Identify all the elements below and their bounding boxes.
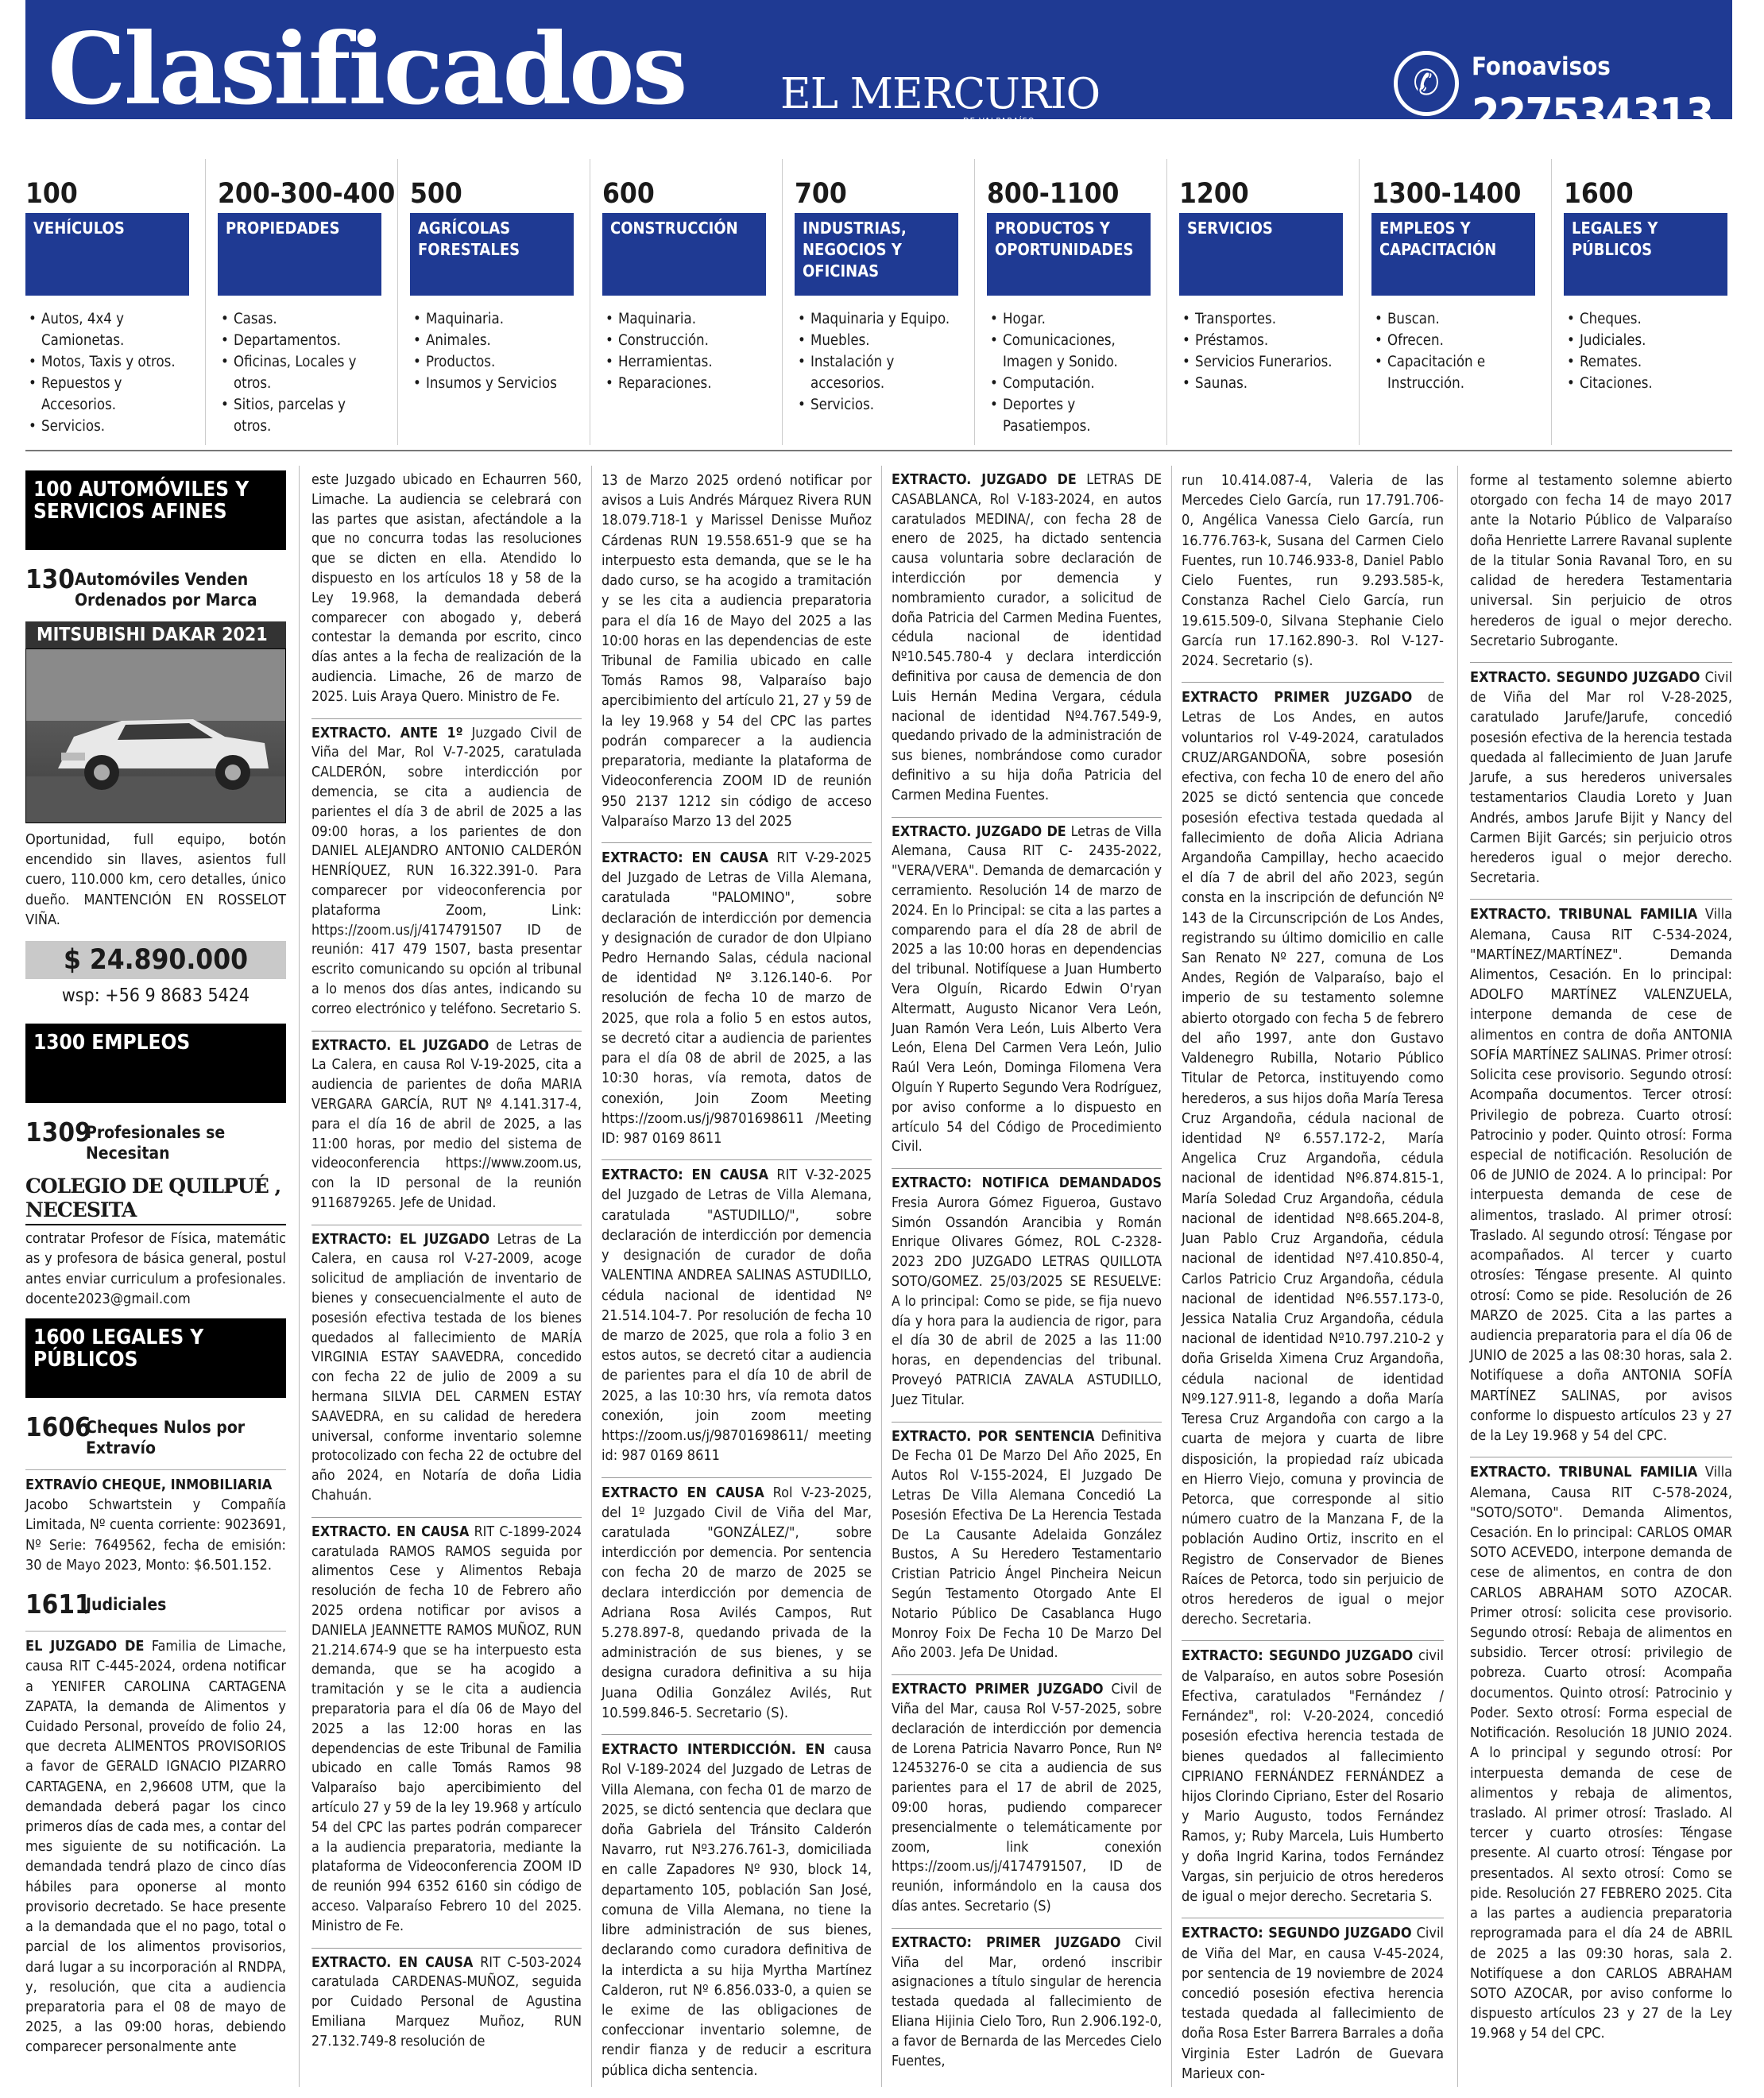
notice-title: EXTRACTO EN CAUSA: [602, 1484, 764, 1501]
subsection-number: 1309: [25, 1117, 91, 1148]
category-title: SERVICIOS: [1179, 213, 1343, 296]
category-item: • Repuestos y Accesorios.: [29, 373, 189, 416]
category-title: INDUSTRIAS, NEGOCIOS Y OFICINAS: [795, 213, 958, 296]
newspaper-name: EL MERCURIO: [780, 70, 1101, 118]
notice-body: LETRAS DE CASABLANCA, Rol V-183-2024, en autos caratulados MEDINA/, con fecha 28 de enero de 2025, ha dictado sentencia causa voluntaria sobre declaración de interdicción por demencia y nombramiento curador, a solicitud de doña Patricia del Carmen Medina Fuentes, cédula nacional de identidad Nº10.545.780-4 y declara interdicción definitiva por causa de demencia de don Luis Hernán Medina Vergara, cédula nacional de identidad Nº4.767.549-9, quedando privado de la administración de sus bienes, nombrándose como curador definitivo a su hija doña Patricia del Carmen Medina Fuentes.: [892, 472, 1162, 803]
notice-text: [25, 1631, 286, 2057]
section-header-1600: 1600 LEGALES Y PÚBLICOS: [25, 1318, 286, 1398]
category-divider: [782, 159, 783, 445]
notice-title: EXTRACTO: EN CAUSA: [602, 849, 769, 866]
category-item: • Servicios.: [29, 416, 189, 437]
category-title: VEHÍCULOS: [25, 213, 189, 296]
divider: [25, 450, 1732, 451]
notice-title: EXTRACTO. TRIBUNAL FAMILIA: [1470, 1464, 1698, 1481]
notice: [1182, 682, 1444, 1629]
subsection-130: [25, 564, 286, 610]
category-title: EMPLEOS Y CAPACITACIÓN: [1371, 213, 1535, 296]
notice-body: 13 de Marzo 2025 ordenó notificar por avisos a Luis Andrés Márquez Rivera RUN 18.079.718-1 y Marissel Denisse Muñoz Cárdenas RUN 19.558.651-9 que se ha interpuesto esta demanda, que se le ha dado curso, se ha acogido a tramitación y se les cita a audiencia preparatoria para el día 16 de Mayo del 2025 a las 10:00 horas en las dependencias de este Tribunal de Familia ubicado en calle Tomás Ramos 98, Valparaíso bajo apercibimiento del artículo 21, 27 y 59 de la ley 19.968 y 54 del CPC las partes podrán comparecer a la audiencia preparatoria, mediante la plataforma de Videoconferencia ZOOM ID de reunión 950 2137 1212 sin código de acceso Valparaíso Marzo 13 del 2025: [602, 472, 872, 830]
category-item: • Animales.: [413, 330, 574, 351]
notice-body: Definitiva De Fecha 01 De Marzo Del Año 2025, En Autos Rol V-155-2024, El Juzgado De Letras De Villa Alemana Concedió La Posesión Efectiva De La Herencia Testada De La Causante Adelaida González Bustos, A Su Heredero Testamentario Cristian Patricio Ángel Pincheira Neicun Según Testamento Otorgado Ante El Notario Público De Casablanca Hugo Monroy Foix De Fecha 10 De Marzo Del Año 2003. Jefa De Unidad.: [892, 1428, 1162, 1662]
section-header-1300: 1300 EMPLEOS: [25, 1024, 286, 1103]
category-number: 1600: [1564, 178, 1634, 210]
notice: [892, 817, 1162, 1158]
notice: [1470, 662, 1732, 888]
subsection-number: 130: [25, 563, 75, 594]
subsection-1606: [25, 1412, 286, 1458]
subsection-number: 1606: [25, 1411, 91, 1442]
notice-body: Letras de La Calera, en causa rol V-27-2009, acoge solicitud de ampliación de inventario de bienes y consecuencialmente el auto de posesión efectiva testada de los bienes quedados al fallecimiento de MARÍA VIRGINIA ESTAY SAAVEDRA, concedido con fecha 22 de julio de 2009 a su hermana SILVIA DEL CARMEN ESTAY SAAVEDRA, en su calidad de heredera universal, conforme inventario solemne protocolizado con fecha 22 de octubre del año 2024, en Notaría de doña Lidia Chahuán.: [311, 1231, 582, 1504]
category-item: • Motos, Taxis y otros.: [29, 351, 189, 373]
notice: [602, 842, 872, 1148]
ad-heading: COLEGIO DE QUILPUÉ , NECESITA: [25, 1175, 286, 1225]
category-item: • Reparaciones.: [605, 373, 766, 394]
notices-column-4: [892, 470, 1162, 2071]
notice-title: EXTRACTO. POR SENTENCIA: [892, 1428, 1095, 1445]
notice-title: EXTRACTO PRIMER JUZGADO: [1182, 689, 1413, 706]
notice: [892, 470, 1162, 806]
subsection-1611: [25, 1589, 286, 1620]
category-number: 100: [25, 178, 78, 210]
phone-icon: ✆: [1394, 51, 1459, 116]
notice-body: RIT C-1899-2024 caratulada RAMOS RAMOS seguida por alimentos Cese y Alimentos Rebaja resolución de fecha 10 de Febrero año 2025 ordena notificar por avisos a DANIELA JEANNETTE RAMOS MUÑOZ, RUN 21.214.674-9 que se ha interpuesto esta demanda, que se ha acogido a tramitación y se le cita a audiencia preparatoria para el día 06 de Mayo del 2025 a las 12:00 horas en las dependencias de este Tribunal de Familia ubicado en calle Tomás Ramos 98 Valparaíso bajo apercibimiento del artículo 27 y 59 de la ley 19.968 y artículo 54 del CPC las partes podrán comparecer a la audiencia preparatoria, mediante la plataforma de Videoconferencia ZOOM ID de reunión 994 6352 6160 sin código de acceso. Valparaíso Febrero 10 del 2025. Ministro de Fe.: [311, 1523, 582, 1934]
notice-body: Civil Viña del Mar, ordenó inscribir asignaciones a título singular de herencia testada quedada al fallecimiento de Eliana Hijinia Cielo Toro, Run 2.906.192-0, a favor de Bernarda de las Mercedes Cielo Fuentes,: [892, 1934, 1162, 2069]
category-items: [795, 308, 958, 416]
notice: [892, 1928, 1162, 2072]
category-item: • Casas.: [221, 308, 381, 330]
category-item: • Muebles.: [798, 330, 958, 351]
category-items: [218, 308, 381, 437]
category-item: • Transportes.: [1182, 308, 1343, 330]
category-title: CONSTRUCCIÓN: [602, 213, 766, 296]
notice: [602, 1477, 872, 1724]
category-items: [410, 308, 574, 394]
category-title: PRODUCTOS Y OPORTUNIDADES: [987, 213, 1151, 296]
category-item: • Departamentos.: [221, 330, 381, 351]
category-items: [602, 308, 766, 394]
category-number: 800-1100: [987, 178, 1120, 210]
notice: [1182, 1918, 1444, 2084]
notice-body: Civil de Viña del Mar rol V-28-2025, caratulado Jarufe/Jarufe, concedió posesión efectiva de la herencia testada quedada al fallecimiento de Juan Jarufe Jarufe, a sus herederos universales testamentarios Claudia Loreto y Juan Andrés, ambos Jarufe Bijit y Nancy del Carmen Bijit Garcés; sin perjuicio otros herederos igual o mejor derecho. Secretaria.: [1470, 668, 1732, 887]
category-item: • Comunicaciones, Imagen y Sonido.: [990, 330, 1151, 373]
notices-column-6: [1470, 470, 1732, 2044]
sidebar-column: [25, 470, 286, 2057]
category-item: • Servicios Funerarios.: [1182, 351, 1343, 373]
category-item: • Insumos y Servicios: [413, 373, 574, 394]
ad-title: MITSUBISHI DAKAR 2021: [25, 621, 286, 648]
notice-body: de Letras de La Calera, en causa Rol V-19-2025, cita a audiencia de parientes de doña MARIA VERGARA GARCÍA, RUT Nº 4.141.317-4, para el día 16 de abril de 2025, a las 11:00 horas, por medio del sistema de videoconferencia https://www.zoom.us, con la ID personal de la reunión 9116879265. Jefe de Unidad.: [311, 1037, 582, 1211]
notice: [1470, 899, 1732, 1446]
notice-body: Civil de Viña del Mar, causa Rol V-57-2025, sobre declaración de interdicción por demencia de Lorena Patricia Navarro Ponce, Run Nº 12453276-0 se cita a audiencia de sus parientes para el 17 de abril de 2025, 09:00 horas, pudiendo comparecer presencialmente o telemáticamente por zoom, link conexión https://zoom.us/j/4174791507, ID de reunión, informándolo en la causa dos días antes. Secretario (S): [892, 1682, 1162, 1914]
notice-body: Familia de Limache, causa RIT C-445-2024, ordena notificar a YENIFER CAROLINA CARTAGENA ZAPATA, la demanda de Alimentos y Cuidado Personal, proveído de folio 24, que decreta ALIMENTOS PROVISORIOS a favor de GERALD IGNACIO PIZARRO CARTAGENA, en 2,96608 UTM, que la demandada deberá pagar los cinco primeros días de cada mes, a contar del mes siguiente de su notificación. La demandada tendrá plazo de cinco días hábiles para oponerse al monto provisorio decretado. Se hace presente a la demandada que el no pago, total o parcial de los alimentos provisorios, dará lugar a su incorporación al RNDPA, y, resolución, que cita a audiencia preparatoria para el 08 de mayo de 2025, a las 09:00 horas, debiendo comparecer personalmente ante: [25, 1638, 286, 2056]
category-100: [25, 178, 189, 437]
section-logo: Clasificados: [48, 12, 686, 127]
notice: [311, 470, 582, 707]
subsection-title: Cheques Nulos por Extravío: [86, 1417, 246, 1457]
ad-whatsapp: wsp: +56 9 8683 5424: [61, 985, 250, 1007]
category-title: AGRÍCOLAS FORESTALES: [410, 213, 574, 296]
notice-title: EXTRACTO. JUZGADO DE: [892, 472, 1077, 488]
category-800-1100: [987, 178, 1151, 437]
category-item: • Saunas.: [1182, 373, 1343, 394]
category-divider: [397, 159, 398, 445]
category-item: • Productos.: [413, 351, 574, 373]
notice-title: EXTRACTO PRIMER JUZGADO: [892, 1682, 1104, 1698]
category-number: 1200: [1179, 178, 1249, 210]
category-item: • Deportes y Pasatiempos.: [990, 394, 1151, 437]
category-item: • Construcción.: [605, 330, 766, 351]
notice: [892, 1422, 1162, 1664]
subsection-title: Automóviles Venden Ordenados por Marca: [74, 570, 257, 610]
category-item: • Citaciones.: [1567, 373, 1727, 394]
category-number: 500: [410, 178, 462, 210]
notice-title: EXTRACTO. SEGUNDO JUZGADO: [1470, 668, 1700, 686]
notice-body: causa Rol V-189-2024 del Juzgado de Letras de Villa Alemana, con fecha 01 de marzo de 2025, se dictó sentencia que declara que doña Gabriela del Tránsito Calderón Navarro, rut Nº3.276.761-3, domiciliada en calle Zapadores Nº 930, block 14, departamento 105, población San José, comuna de Villa Alemana, no tiene la libre administración de sus bienes, declarando como curadora definitiva de la interdicta a su hija Myrtha Martínez Calderon, rut Nº 6.856.033-0, a quien se le exime de las obligaciones de confeccionar inventario solemne, de rendir fianza y de reducir a escritura pública dicha sentencia.: [602, 1741, 872, 2079]
category-items: [987, 308, 1151, 437]
newspaper-subtitle: DE VALPARAÍSO: [963, 116, 1035, 126]
category-title: PROPIEDADES: [218, 213, 381, 296]
category-number: 200-300-400: [218, 178, 396, 210]
category-items: [1564, 308, 1727, 394]
subsection-title: Profesionales se Necesitan: [86, 1123, 226, 1163]
notice-title: EXTRACTO. JUZGADO DE: [892, 823, 1066, 840]
notice-body: de Letras de Los Andes, en autos voluntarios rol V-49-2024, caratulados CRUZ/ARGANDOÑA, sobre posesión efectiva, con fecha 10 de enero del año 2025 se dictó sentencia que concede posesión efectiva testada quedada al fallecimiento de doña Alicia Adriana Argandoña Campillay, hecho acaecido el día 7 de abril del año 2023, según consta en la inscripción de defunción Nº 143 de la Circunscripción de Los Andes, registrando su último domicilio en calle San Renato Nº 227, comuna de Los Andes, Región de Valparaíso, bajo el imperio de su testamento solemne abierto otorgado con fecha 5 de febrero del año 1997, ante don Gustavo Valdenegro Rubilla, Notario Público Titular de Petorca, instituyendo como herederos, a sus hijos doña María Teresa Cruz Argandoña, cédula nacional de identidad Nº 6.557.172-2, María Angelica Cruz Argandoña, cédula nacional de identidad Nº6.874.815-1, María Soledad Cruz Argandoña, cédula nacional de identidad Nº8.665.204-8, Juan Pablo Cruz Argandoña, cédula nacional de identidad Nº7.410.850-4, Carlos Patricio Cruz Argandoña, cédula nacional de identidad Nº6.557.173-0, Jessica Natalia Cruz Argandoña, cédula nacional de identidad Nº10.797.210-2 y doña Griselda Ximena Cruz Argandoña, cédula nacional de identidad Nº9.127.911-8, legando a doña María Teresa Cruz Argandoña con cargo a la cuarta de mejora y cuarta de libre disposición, la propiedad raíz ubicada en Hierro Viejo, comuna y provincia de Petorca, que corresponde al sitio número cuatro de la Manzana F, de la población Audino Ortiz, inscrito en el Registro de Conservador de Bienes Raíces de Petorca, todo sin perjuicio de otros herederos de igual o mejor derecho. Secretaria.: [1182, 689, 1444, 1628]
column-divider: [1171, 466, 1172, 2087]
notice-title: EXTRACTO: SEGUNDO JUZGADO: [1182, 1647, 1414, 1665]
category-divider: [1551, 159, 1552, 445]
category-item: • Maquinaria.: [413, 308, 574, 330]
notice-body: Civil de Viña del Mar, en causa V-45-2024, por sentencia de 19 noviembre de 2024 concedió posesión efectiva herencia testada quedada al fallecimiento de doña Rosa Ester Barrera Barrales a doña Virginia Ester Ladrón de Guevara Marieux con-: [1182, 1925, 1444, 2082]
notice-title: EXTRACTO. EN CAUSA: [311, 1523, 470, 1540]
fonoavisos-number: 227534313: [1472, 89, 1713, 141]
notice: [311, 718, 582, 1020]
category-item: • Sitios, parcelas y otros.: [221, 394, 381, 437]
notice-body: civil de Valparaíso, en autos sobre Posesión Efectiva, caratulados "Fernández / Fernández", rol: V-20-2024, concedió posesión efectiva herencia testada de bienes quedados al fallecimiento CIPRIANO FERNÁNDEZ FERNÁNDEZ a hijos Clorindo Cipriano, Ester del Rosario y Mario Augusto, todos Fernández Ramos, y; Ruby Marcela, Luis Humberto y doña Ingrid Karina, todos Fernández Vargas, sin perjuicio de otros herederos de igual o mejor derecho. Secretaria S.: [1182, 1647, 1444, 1906]
notices-column-2: [311, 470, 582, 2052]
category-number: 1300-1400: [1371, 178, 1522, 210]
notice-body: forme al testamento solemne abierto otorgado con fecha 14 de mayo 2017 ante la Notario Público de Valparaíso doña Henriette Larrere Ravanal suplente de la titular Sonia Ravanal Toro, en su calidad de heredera Testamentaria universal. Sin perjuicio de otros herederos de igual o mejor derecho. Secretario Subrogante.: [1470, 472, 1732, 649]
notice-body: Fresia Aurora Gómez Figueroa, Gustavo Simón Ossandón Arancibia y Román Enrique Olivares Gómez, ROL C-2328-2023 2DO JUZGADO LETRAS QUILLOTA SOTO/GOMEZ. 25/03/2025 SE RESUELVE: A lo principal: Como se pide, se fija nuevo día y hora para la audiencia de rigor, para el día 30 de abril de 2025 a las 11:00 horas, en dependencias del tribunal. Proveyó PATRICIA ZAVALA ASTUDILLO, Juez Titular.: [892, 1194, 1162, 1408]
category-number: 600: [602, 178, 655, 210]
notice-body: Rol V-23-2025, del 1º Juzgado Civil de Viña del Mar, caratulada "GONZÁLEZ/", sobre interdicción por demencia. Por sentencia con fecha 20 de marzo de 2025 se declara interdicción por demencia de Adriana Rosa Avilés Campos, Rut 5.278.897-8, quedando privada de la administración de sus bienes, y se designa curadora definitiva a su hija Juana Odilia González Avilés, Rut 10.599.846-5. Secretario (S).: [602, 1484, 872, 1721]
notice-title: EXTRACTO. TRIBUNAL FAMILIA: [1470, 906, 1698, 923]
category-item: • Préstamos.: [1182, 330, 1343, 351]
category-item: • Capacitación e Instrucción.: [1375, 351, 1535, 394]
category-item: • Servicios.: [798, 394, 958, 416]
notice: [602, 470, 872, 831]
notice-title: EL JUZGADO DE: [25, 1638, 145, 1655]
category-1300-1400: [1371, 178, 1535, 394]
notice-body: este Juzgado ubicado en Echaurren 560, Limache. La audiencia se celebrará con las partes que asistan, afectándole a la que no concurra todas las resoluciones que se dicten en ella. Atendido lo dispuesto en los artículos 18 y 58 de la Ley 19.968, la demandada deberá comparecer con abogado y, deberá contestar la demanda por escrito, cinco días antes a la fecha de realización de la audiencia. Limache, 26 de marzo de 2025. Luis Araya Quero. Ministro de Fe.: [311, 472, 582, 705]
notice: [602, 1159, 872, 1465]
notice-body: Villa Alemana, Causa RIT C-534-2024, "MARTÍNEZ/MARTÍNEZ". Demanda Alimentos, Cesación. En lo principal: ADOLFO MARTÍNEZ VALENZUELA, interpone demanda de cese de alimentos en contra de doña ANTONIA SOFÍA MARTÍNEZ SALINAS. Primer otrosí: Solicita cese provisorio. Segundo otrosí: Acompaña documentos. Tercer otrosí: Privilegio de pobreza. Cuarto otrosí: Patrocinio y poder. Quinto otrosí: Forma especial de notificación. Resolución de 06 de JUNIO de 2024. A lo principal: Por interpuesta demanda de cese de alimentos, traslado. Al primer otrosí: Traslado. Al segundo otrosí: Téngase por acompañados. Al tercer y cuarto otrosíes: Téngase presente. Al quinto otrosí: Como se pide. Resolución de 26 MARZO de 2025. Cita a las partes a audiencia preparatoria para el día 06 de JUNIO de 2025 a las 08:30 horas, sala 2. Notifíquese a doña ANTONIA SOFÍA MARTÍNEZ SALINAS, por avisos conforme lo dispuesto artículos 23 y 27 de la Ley 19.968 y 54 del CPC.: [1470, 906, 1732, 1445]
category-items: [25, 308, 189, 437]
header-banner: [25, 0, 1732, 141]
category-divider: [1359, 159, 1360, 445]
notice: [311, 1225, 582, 1506]
section-header-100: 100 AUTOMÓVILES Y SERVICIOS AFINES: [25, 470, 286, 550]
category-item: • Instalación y accesorios.: [798, 351, 958, 394]
notice-title: EXTRACTO: EL JUZGADO: [311, 1231, 490, 1248]
notice-title: EXTRACTO: SEGUNDO JUZGADO: [1182, 1925, 1412, 1942]
notice: [892, 1168, 1162, 1411]
column-divider: [881, 466, 882, 2087]
category-item: • Oficinas, Locales y otros.: [221, 351, 381, 394]
category-divider: [205, 159, 206, 445]
notice: [311, 1948, 582, 2052]
subsection-1309: [25, 1117, 286, 1163]
category-divider: [974, 159, 975, 445]
notice-body: RIT V-32-2025 del Juzgado de Letras de Villa Alemana, caratulada "ASTUDILLO/", sobre declaración de interdicción por demencia y designación de curador de doña VALENTINA ANDREA SALINAS ASTUDILLO, cédula nacional de identidad Nº 21.514.104-7. Por resolución de fecha 10 de marzo de 2025, que rola a folio 3 en estos autos, se decretó citar a audiencia de parientes para el día 10 de abril de 2025, a las 10:30 hrs, vía remota datos conexión, join zoom meeting https://zoom.us/j/98701698611/ meeting id: 987 0169 8611: [602, 1167, 872, 1465]
category-item: • Cheques.: [1567, 308, 1727, 330]
notice-body: run 10.414.087-4, Valeria de las Mercedes Cielo García, run 17.791.706-0, Angélica Vanessa Cielo García, run 16.776.763-k, Susana del Carmen Cielo Fuentes, run 10.746.933-8, Daniel Pablo Cielo Fuentes, run 9.293.585-k, Constanza Rachel Cielo García, run 19.615.509-0, Silvana Stephanie Cielo García run 17.162.890-3. Rol V-127-2024. Secretario (s).: [1182, 472, 1444, 669]
notice: [602, 1734, 872, 2081]
column-divider: [591, 466, 592, 2087]
car-photo: [25, 648, 286, 823]
notice-title: EXTRACTO: PRIMER JUZGADO: [892, 1934, 1121, 1951]
notice: [1470, 470, 1732, 651]
notice-body: Villa Alemana, Causa RIT C-578-2024, "SOTO/SOTO". Demanda Alimentos, Cesación. En lo principal: CARLOS OMAR SOTO ACEVEDO, interpone demanda de cese de alimentos, en contra de don CARLOS ABRAHAM SOTO AZOCAR. Primer otrosí: solicita cese provisorio. Segundo otrosí: Rebaja de alimentos en subsidio. Tercer otrosí: privilegio de pobreza. Cuarto otrosí: Acompaña documentos. Quinto otrosí: Patrocinio y Poder. Sexto otrosí: Forma especial de Notificación. Resolución 18 JUNIO 2024. A lo principal y segundo otrosí: Por interpuesta demanda de cese de alimentos y rebaja de alimentos, traslado. Al primer otrosí: Traslado. Al tercer y cuarto otrosíes: Téngase presente. Al cuarto otrosí: Téngase por presentados. Al sexto otrosí: Como se pide. Resolución 27 FEBRERO 2025. Cita a las partes a audiencia preparatoria reprogramada para el día 24 de ABRIL de 2025 a las 09:30 horas, sala 2. Notifíquese a don CARLOS ABRAHAM SOTO AZOCAR, por aviso conforme lo dispuesto artículos 23 y 27 de la Ley 19.968 y 54 del CPC.: [1470, 1464, 1732, 2042]
subsection-number: 1611: [25, 1589, 91, 1620]
notice-title: EXTRACTO: NOTIFICA DEMANDADOS: [892, 1175, 1162, 1192]
category-item: • Ofrecen.: [1375, 330, 1535, 351]
notice-heading: [25, 1469, 286, 1495]
ad-price: $ 24.890.000: [25, 941, 286, 979]
category-item: • Judiciales.: [1567, 330, 1727, 351]
notice: [892, 1674, 1162, 1917]
notice-title: EXTRAVÍO CHEQUE, INMOBILIARIA: [25, 1476, 273, 1493]
ad-text: contratar Profesor de Física, matemáticas y profesora de básica general, postulantes enviar curriculum a profesionales.docente2023@gmail.com: [25, 1230, 286, 1307]
subsection-title: Judiciales: [86, 1595, 167, 1615]
notice-title: EXTRACTO INTERDICCIÓN. EN: [602, 1741, 826, 1759]
notice-title: EXTRACTO: EN CAUSA: [602, 1167, 769, 1184]
category-200-300-400: [218, 178, 396, 437]
category-title: LEGALES Y PÚBLICOS: [1564, 213, 1727, 296]
category-item: • Computación.: [990, 373, 1151, 394]
notice: [1470, 1457, 1732, 2043]
category-1600: [1564, 178, 1727, 394]
notice-title: EXTRACTO. EN CAUSA: [311, 1954, 474, 1971]
category-item: • Hogar.: [990, 308, 1151, 330]
category-700: [795, 178, 958, 416]
notice: [311, 1517, 582, 1937]
notice-body: RIT C-503-2024 caratulada CARDENAS-MUÑOZ, seguida por Cuidado Personal de Agustina Emiliana Marquez Muñoz, RUN 27.132.749-8 resolución de: [311, 1954, 582, 2050]
category-items: [1179, 308, 1343, 394]
category-item: • Maquinaria y Equipo.: [798, 308, 958, 330]
fonoavisos-label: Fonoavisos: [1472, 52, 1611, 81]
notice: [311, 1031, 582, 1214]
notice-title: EXTRACTO. EL JUZGADO: [311, 1037, 489, 1054]
notice-body: Juzgado Civil de Viña del Mar, Rol V-7-2025, caratulada CALDERÓN, sobre interdicción por demencia, se cita a audiencia de parientes el día 3 de abril de 2025 a las 09:00 horas, a los parientes de don DANIEL ALEJANDRO ANTONIO CALDERÓN HENRÍQUEZ, RUN 16.322.391-0. Para comparecer por videoconferencia por plataforma Zoom, Link: https://zoom.us/j/4174791507 ID de reunión: 417 479 1507, basta presentar escrito comunicando su opción al tribunal a lo menos dos días antes, indicando su correo electrónico y teléfono. Secretario S.: [311, 725, 582, 1017]
category-items: [1371, 308, 1535, 394]
notice-body: RIT V-29-2025 del Juzgado de Letras de Villa Alemana, caratulada "PALOMINO", sobre declaración de interdicción por demencia y designación de curador de don Ulpiano Pedro Hernando Salas, cédula nacional de identidad Nº 3.126.140-6. Por resolución de fecha 10 de marzo de 2025, que rola a folio 5 en estos autos, se decretó citar a audiencia de parientes para el día 08 de abril de 2025, a las 10:30 horas, vía remota, datos de conexión, Join Zoom Meeting https://zoom.us/j/98701698611 /Meeting ID: 987 0169 8611: [602, 849, 872, 1147]
category-item: • Autos, 4x4 y Camionetas.: [29, 308, 189, 351]
notice-title: EXTRACTO. ANTE 1º: [311, 725, 463, 741]
category-500: [410, 178, 574, 394]
category-number: 700: [795, 178, 847, 210]
category-item: • Herramientas.: [605, 351, 766, 373]
notices-column-3: [602, 470, 872, 2081]
notices-column-5: [1182, 470, 1444, 2084]
notice-body: Letras de Villa Alemana, Causa RIT C- 2435-2022, "VERA/VERA". Demanda de demarcación y cerramiento. Resolución 14 de marzo de 2024. En lo Principal: se cita a las partes a comparendo para el día 28 de abril de 2025 a las 10:00 horas en dependencias del tribunal. Notifíquese a Juan Humberto Vera Olguín, Ricardo Edwin O'ryan Altermatt, Augusto Nicanor Vera León, Juan Ramón Vera León, Luis Alberto Vera León, Elena Del Carmen Vera León, Julio Raúl Vera León, Dominga Filomena Vera Olguín Y Ruperto Segundo Vera Rodríguez, por aviso conforme a lo dispuesto en artículo 54 del Código de Procedimiento Civil.: [892, 823, 1162, 1155]
category-divider: [1166, 159, 1167, 445]
category-1200: [1179, 178, 1343, 394]
notice-text: Jacobo Schwartstein y Compañía Limitada, Nº cuenta corriente: 9023691, Nº Serie: 7649562, fecha de emisión: 30 de Mayo 2023, Monto: $6.501.152.: [25, 1496, 286, 1574]
category-item: • Maquinaria.: [605, 308, 766, 330]
category-item: • Remates.: [1567, 351, 1727, 373]
category-item: • Buscan.: [1375, 308, 1535, 330]
notice: [1182, 470, 1444, 671]
column-divider: [299, 466, 300, 2087]
notice: [1182, 1640, 1444, 1906]
column-divider: [1457, 466, 1458, 2087]
ad-description: Oportunidad, full equipo, botón encendido sin llaves, asientos full cuero, 110.000 km, cero detalles, único dueño. MANTENCIÓN EN ROSSELOT VIÑA.: [25, 831, 286, 928]
category-600: [602, 178, 766, 394]
